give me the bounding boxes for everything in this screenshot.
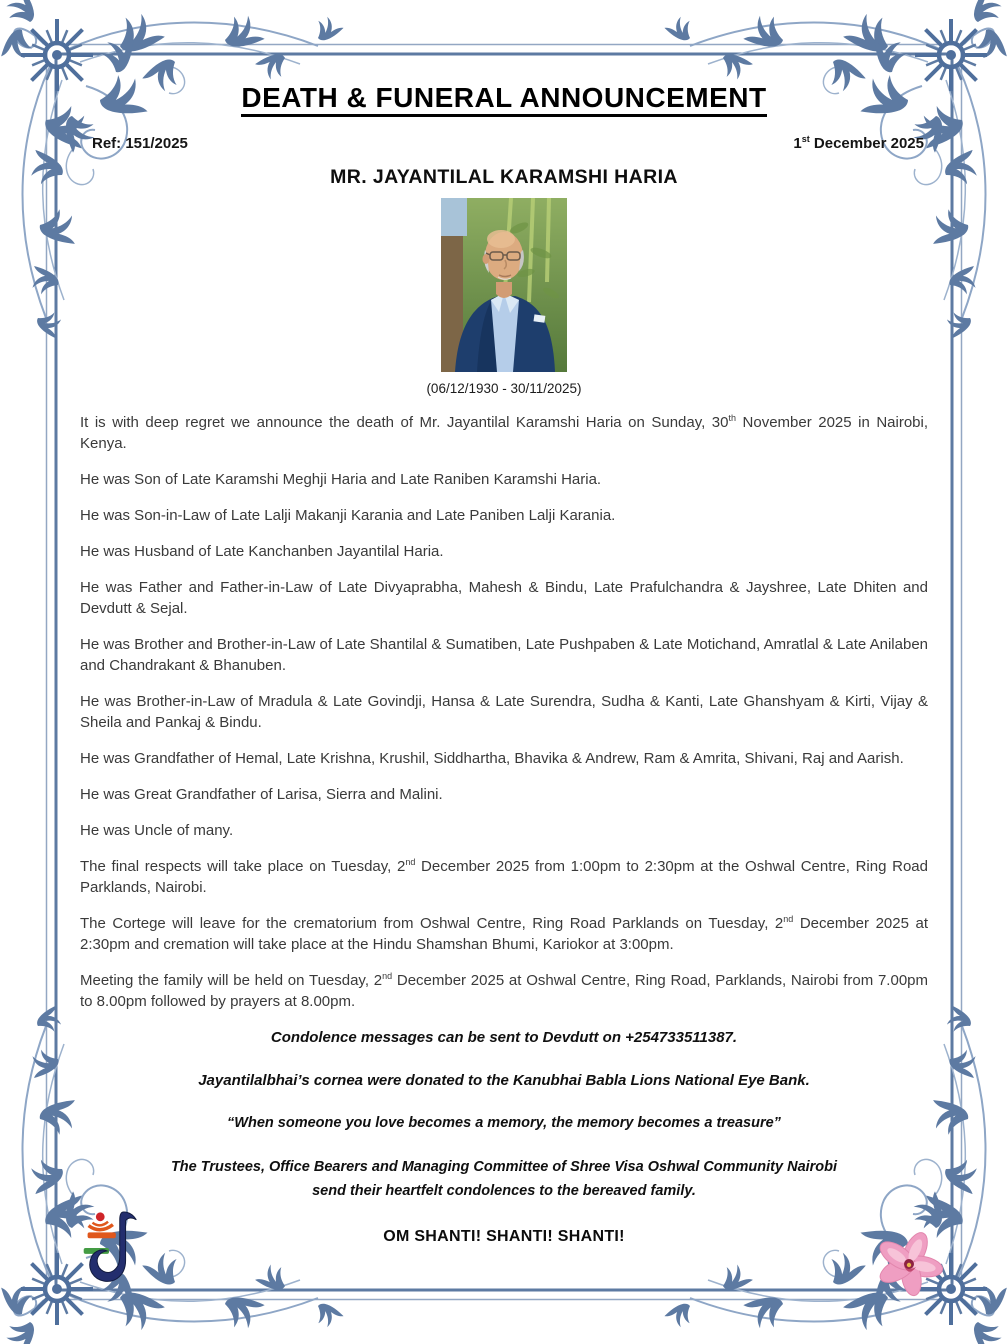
- meta-row: [80, 135, 928, 152]
- life-dates-caption: (06/12/1930 - 30/11/2025): [426, 381, 582, 396]
- photo-wrap: [80, 198, 928, 372]
- page-title: DEATH & FUNERAL ANNOUNCEMENT: [80, 82, 928, 114]
- son-in-law-paragraph: He was Son-in-Law of Late Lalji Makanji Karania and Late Paniben Lalji Karania.: [80, 507, 616, 524]
- paragraphs: [80, 412, 928, 1247]
- memory-quote-line: “When someone you love becomes a memory, the memory becomes a treasure”: [227, 1115, 781, 1131]
- om-shanti-line: OM SHANTI! SHANTI! SHANTI!: [383, 1227, 625, 1245]
- uncle-paragraph: He was Uncle of many.: [80, 822, 234, 839]
- meeting-family-paragraph: Meeting the family will be held on Tuesday, 2nd December 2025 at Oshwal Centre, Ring Road, Parklands, Nairobi from 7.00pm to 8.00pm followed by prayers at 8.00pm.: [80, 971, 928, 1010]
- great-grandfather-paragraph: He was Great Grandfather of Larisa, Sierra and Malini.: [80, 786, 443, 803]
- trustees-condolence-line: The Trustees, Office Bearers and Managing Committee of Shree Visa Oshwal Community Nairobi send their heartfelt condolences to the bereaved family.: [170, 1159, 838, 1199]
- brother-in-law-paragraph: He was Brother-in-Law of Mradula & Late Govindji, Hansa & Late Surendra, Sudha & Kanti, Late Ghanshyam & Kirti, Vijay & Sheila and Pankaj & Bindu.: [80, 693, 928, 731]
- cortege-paragraph: The Cortege will leave for the crematorium from Oshwal Centre, Ring Road Parklands on Tuesday, 2nd December 2025 at 2:30pm and cremation will take place at the Hindu Shamshan Bhumi, Kariokor at 3:00pm.: [80, 914, 929, 953]
- announcement-paragraph: It is with deep regret we announce the death of Mr. Jayantilal Karamshi Haria on Sunday, 30th November 2025 in Nairobi, Kenya.: [80, 413, 929, 452]
- deceased-name: MR. JAYANTILAL KARAMSHI HARIA: [330, 166, 678, 188]
- father-paragraph: He was Father and Father-in-Law of Late Divyaprabha, Mahesh & Bindu, Late Prafulchandra & Jayshree, Late Dhiten and Devdutt & Sejal.: [80, 579, 928, 617]
- brother-paragraph: He was Brother and Brother-in-Law of Late Shantilal & Sumatiben, Late Pushpaben & Late Motichand, Amratlal & Late Anilaben and Chandrakant & Bhanuben.: [80, 636, 928, 674]
- announcement-date: 1st December 2025: [793, 134, 924, 152]
- deceased-portrait-photo: [441, 198, 567, 372]
- husband-paragraph: He was Husband of Late Kanchanben Jayantilal Haria.: [80, 543, 444, 560]
- oshwal-community-logo: [80, 1210, 140, 1286]
- final-respects-paragraph: The final respects will take place on Tuesday, 2nd December 2025 from 1:00pm to 2:30pm at the Oshwal Centre, Ring Road Parklands, Nairobi.: [80, 857, 928, 896]
- condolence-contact-line: Condolence messages can be sent to Devdutt on +254733511387.: [270, 1029, 738, 1046]
- son-of-paragraph: He was Son of Late Karamshi Meghji Haria and Late Raniben Karamshi Haria.: [80, 471, 602, 488]
- cornea-donation-line: Jayantilalbhai’s cornea were donated to the Kanubhai Babla Lions National Eye Bank.: [198, 1072, 810, 1089]
- announcement-content: [80, 82, 928, 1247]
- grandfather-paragraph: He was Grandfather of Hemal, Late Krishna, Krushil, Siddhartha, Bhavika & Andrew, Ram & Amrita, Shivani, Raj and Aarish.: [80, 750, 904, 767]
- ref-number: Ref: 151/2025: [92, 135, 188, 152]
